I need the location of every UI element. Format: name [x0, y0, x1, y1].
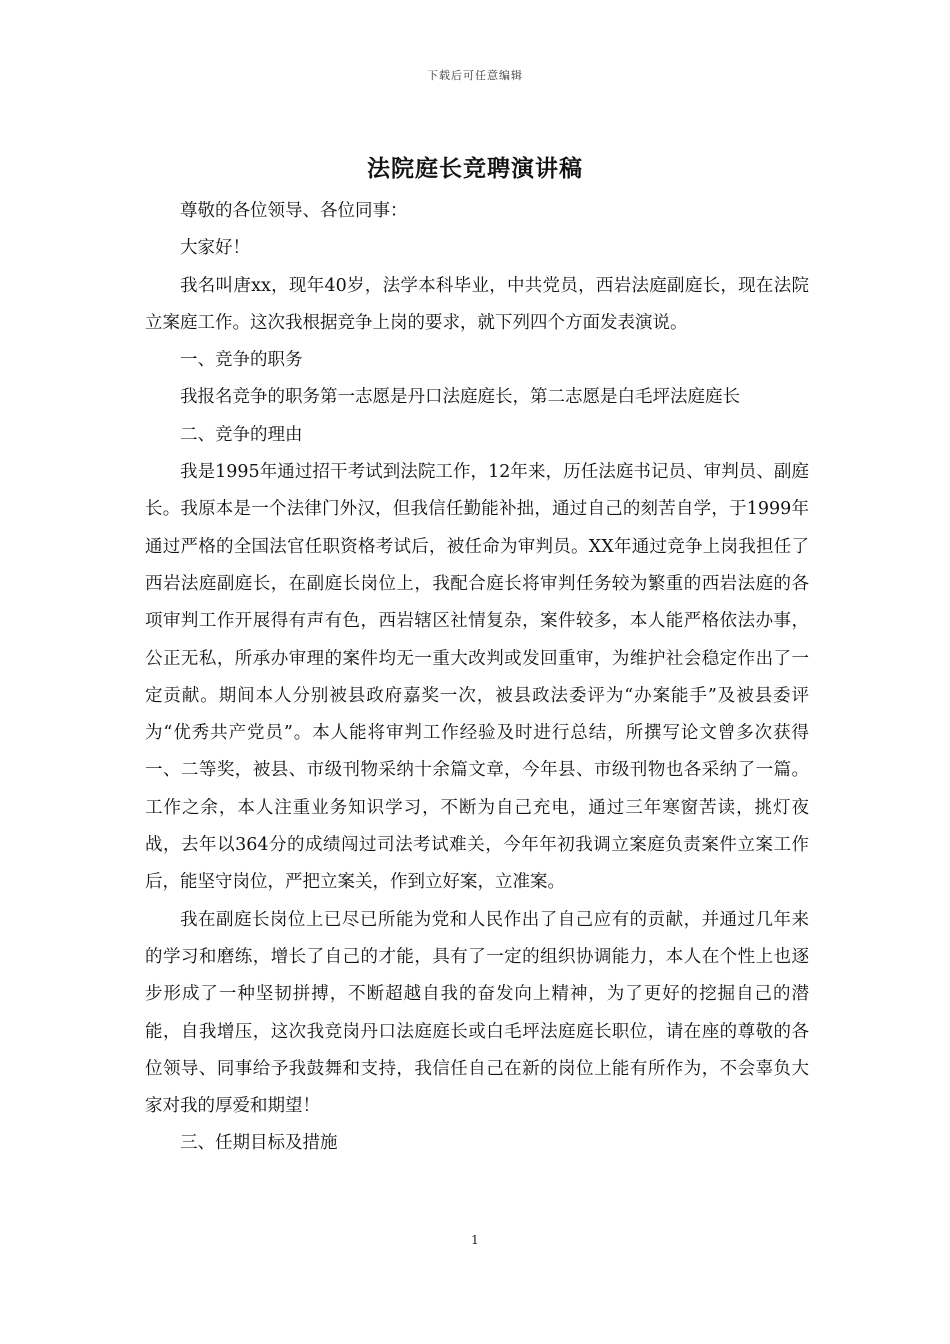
paragraph-contribution: 我在副庭长岗位上已尽已所能为党和人民作出了自己应有的贡献，并通过几年来的学习和磨练，增长了自己的才能，具有了一定的组织协调能力，本人在个性上也逐步形成了一种坚韧拼搏，不断超越自我的奋发向上精神，为了更好的挖掘自己的潜能，自我增压，这次我竞岗丹口法庭庭长或白毛坪法庭庭长职位，请在座的尊敬的各位领导、同事给予我鼓舞和支持，我信任自己在新的岗位上能有所作为，不会辜负大家对我的厚爱和期望！	[145, 909, 809, 1117]
section-heading-position: 一、竞争的职务	[180, 350, 303, 371]
salutation: 尊敬的各位领导、各位同事：	[180, 201, 408, 221]
page-number: 1	[471, 1233, 479, 1247]
document-title: 法院庭长竞聘演讲稿	[367, 155, 583, 182]
section-heading-reasons: 二、竞争的理由	[180, 424, 303, 445]
greeting: 大家好！	[180, 238, 250, 259]
paragraph-introduction: 我名叫唐xx，现年40岁，法学本科毕业，中共党员，西岩法庭副庭长，现在法院立案庭工作。这次我根据竞争上岗的要求，就下列四个方面发表演说。	[145, 275, 809, 333]
section-heading-goals: 三、任期目标及措施	[180, 1133, 338, 1154]
page-header: 下载后可任意编辑	[427, 69, 523, 82]
paragraph-position: 我报名竞争的职务第一志愿是丹口法庭庭长，第二志愿是白毛坪法庭庭长	[180, 387, 740, 408]
document-body	[145, 193, 809, 1163]
paragraph-reasons: 我是1995年通过招干考试到法院工作，12年来，历任法庭书记员、审判员、副庭长。我原本是一个法律门外汉，但我信任勤能补拙，通过自己的刻苦自学，于1999年通过严格的全国法官任职资格考试后，被任命为审判员。XX年通过竞争上岗我担任了西岩法庭副庭长，在副庭长岗位上，我配合庭长将审判任务较为繁重的西岩法庭的各项审判工作开展得有声有色，西岩辖区社情复杂，案件较多，本人能严格依法办事，公正无私，所承办审理的案件均无一重大改判或发回重审，为维护社会稳定作出了一定贡献。期间本人分别被县政府嘉奖一次，被县政法委评为“办案能手”及被县委评为“优秀共产党员”。本人能将审判工作经验及时进行总结，所撰写论文曾多次获得一、二等奖，被县、市级刊物采纳十余篇文章，今年县、市级刊物也各采纳了一篇。工作之余，本人注重业务知识学习，不断为自己充电，通过三年寒窗苦读，挑灯夜战，去年以364分的成绩闯过司法考试难关，今年年初我调立案庭负责案件立案工作后，能坚守岗位，严把立案关，作到立好案，立准案。	[145, 462, 809, 893]
